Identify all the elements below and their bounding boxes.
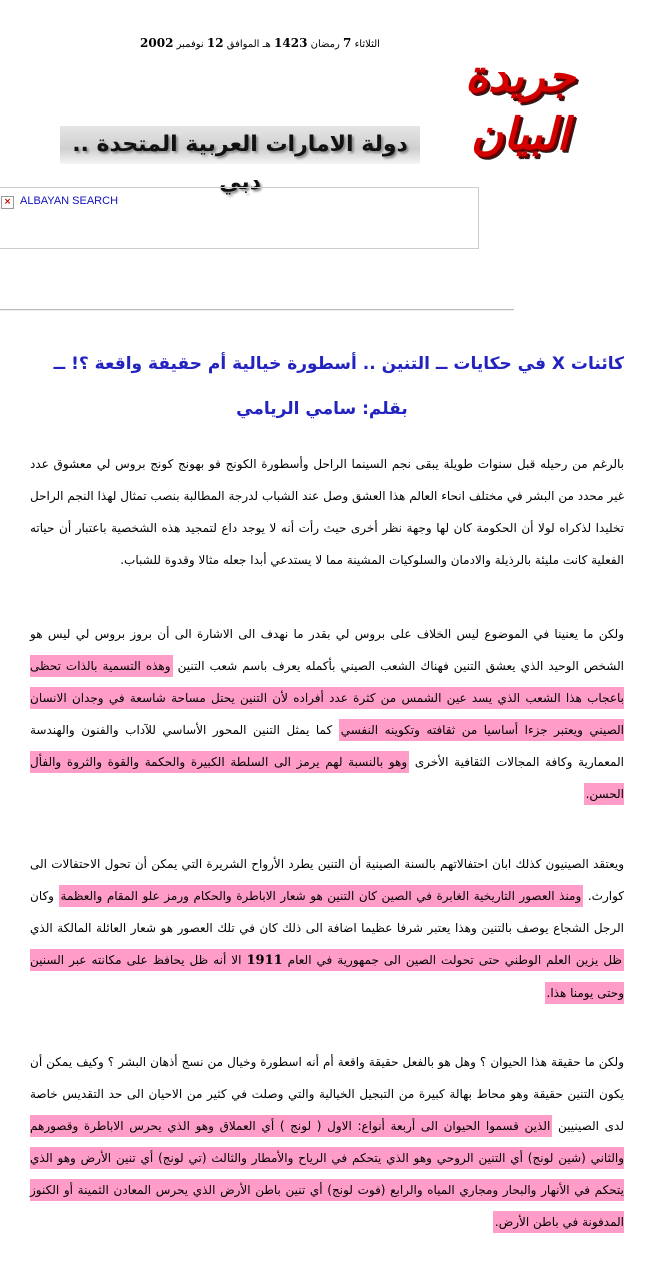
paragraph-1-text: بالرغم من رحيله قبل سنوات طويلة يبقى نجم السينما الراحل وأسطورة الكونج فو بهونج كونج بروس لي معشوق عدد غير محدد من البشر في مختلف انحاء العالم هذا العشق وصل عند الشباب لدرجة المطالبة بنصب تمثال لهذا النجم الراحل تخليدا لذكراه لولا أن الحكومة كان لها وجهة نظر أخرى حيث رأت أنه لا يوجد داع لتمجيد هذه الشخصية باعتبار أن حياته الفعلية كانت مليئة بالرذيلة والادمان والسلوكيات المشينة مما لا يستدعي أبدا جعله مثالا وقدوة للشباب. [30, 457, 624, 567]
article-paragraph-1 [30, 448, 624, 576]
broken-image-icon[interactable]: × [1, 196, 14, 209]
date-hijri-suffix: هـ الموافق [226, 39, 271, 50]
date-hijri-month: رمضان [310, 39, 340, 50]
article-paragraph-3 [30, 848, 624, 1009]
paragraph-3-highlight-1: ومنذ العصور التاريخية الغابرة في الصين كان التنين هو شعار الاباطرة والحكام ورمز علو المقام والعظمة [59, 885, 584, 907]
subtitle-banner: دولة الامارات العربية المتحدة .. دبي [72, 132, 408, 195]
article-byline: بقلم: سامي الريامي [236, 399, 408, 419]
albayan-logo[interactable]: جريدة البيان [465, 51, 575, 160]
paragraph-4-highlight-1: الذين قسموا الحيوان الى أربعة أنواع: الاول ( لونج ) أي العملاق وهو الذي يحرس الاباطرة وقصورهم والثاني (شين لونج) أي التنين الروحي وهو الذي يتحكم في الرياح والأمطار والثالث (تي لونج) أي تنين الأرض وهو الذي يتحكم في الأنهار والبحار ومجاري المياه والرابع (فوت لونج) أي تنين باطن الأرض الذي يحرس المعادن الثمينة أو الكنوز المدفونة في باطن الأرض. [30, 1115, 624, 1233]
article-paragraph-4 [30, 1046, 624, 1238]
paragraph-2-highlight-1: وهذه التسمية بالذات تحظى باعجاب هذا الشعب الذي يسد عين الشمس من كثرة عدد أفراده لأن التنين يحتل مساحة شاسعة في وجدان الانسان الصيني ويعتبر جزءا أساسيا من ثقافته وتكوينه النفسي [30, 655, 624, 741]
paragraph-3-text-a: ويعتقد الصينيون كذلك ابان احتفالاتهم بالسنة الصينية أن التنين يطرد الأرواح الشريرة التي يمكن أن تحول الاحتفالات الى كوارث. [30, 857, 624, 903]
paragraph-3-highlight-2a: ظل يزين العلم الوطني حتى تحولت الصين الى جمهورية في العام [287, 953, 622, 967]
albayan-search-link[interactable]: ALBAYAN SEARCH [20, 195, 119, 207]
paragraph-3-text-b: وكان الرجل الشجاع يوصف بالتنين وهذا يعتبر شرفا عظيما اضافة الى ذلك كان في تلك العصور هو شعار العائلة المالكة الذي [30, 889, 624, 935]
paragraph-4-text-a: ولكن ما حقيقة هذا الحيوان ؟ وهل هو بالفعل حقيقة واقعة أم أنه اسطورة وخيال من نسج أذهان البشر ؟ وكيف يمكن أن يكون التنين حقيقة وهو محاط بهالة كبيرة من التبجيل الخيالية والتي وصلت في كثير من الاحيان الى حد التقديس خاصة لدى الصينيين [30, 1055, 624, 1133]
date-greg-month: نوفمبر [176, 39, 204, 50]
date-hijri-day: 7 [343, 36, 352, 50]
article-headline: كائنات X في حكايات ــ التنين .. أسطورة خيالية أم حقيقة واقعة ؟! ــ [53, 354, 624, 374]
horizontal-divider [0, 309, 514, 311]
article-paragraph-2 [30, 618, 624, 810]
date-greg-year: 2002 [140, 36, 174, 50]
paragraph-2-highlight-2: وهو بالنسبة لهم يرمز الى السلطة الكبيرة والحكمة والقوة والثروة والفأل الحسن. [30, 751, 624, 805]
paragraph-3-highlight-2 [30, 949, 624, 1004]
year-1911: 1911 [246, 953, 283, 968]
paragraph-2-text-b: كما يمثل التنين المحور الأساسي للآداب والفنون والهندسة المعمارية وكافة المجالات الثقافية الأخرى [30, 723, 624, 769]
paragraph-2-text-a: ولكن ما يعنينا في الموضوع ليس الخلاف على بروس لي بقدر ما نهدف الى الاشارة الى أن بروز بروس لي ليس هو الشخص الوحيد الذي يعشق التنين فهناك الشعب الصيني بأكمله يعرف باسم شعب التنين [30, 627, 624, 673]
masthead-date [110, 36, 410, 50]
date-hijri-year: 1423 [274, 36, 308, 50]
date-greg-day: 12 [206, 36, 224, 50]
date-weekday: الثلاثاء [354, 39, 380, 50]
paragraph-3-highlight-2b: الا أنه ظل يحافظ على مكانته عبر السنين وحتى يومنا هذا. [30, 953, 624, 1000]
